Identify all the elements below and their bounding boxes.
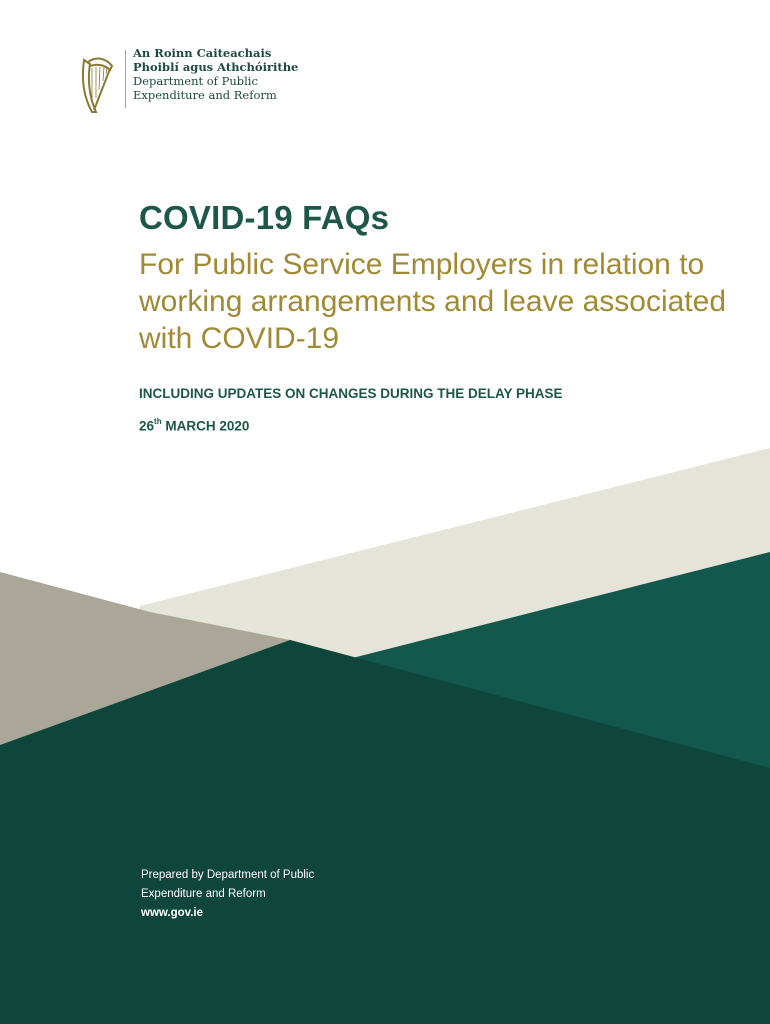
prepared-by-footer [141, 866, 314, 923]
department-name-english-line2: Expenditure and Reform [133, 88, 277, 102]
department-name [133, 46, 298, 102]
document-subtitle: For Public Service Employers in relation to working arrangements and leave associated with COVID-19 [139, 248, 727, 355]
logo-divider [125, 50, 126, 108]
footer-line-1: Prepared by Department of Public [141, 869, 315, 881]
department-name-irish-line1: An Roinn Caiteachais [133, 46, 272, 60]
harp-icon [78, 54, 116, 116]
footer-line-2: Expenditure and Reform [141, 888, 266, 900]
includes-updates-note: INCLUDING UPDATES ON CHANGES DURING THE DELAY PHASE [139, 386, 563, 401]
date-month-year: MARCH 2020 [161, 418, 250, 434]
document-title: COVID-19 FAQs [139, 199, 390, 236]
publication-date [139, 418, 249, 434]
department-name-irish-line2: Phoiblí agus Athchóirithe [133, 60, 299, 74]
website-link[interactable]: www.gov.ie [141, 907, 203, 919]
date-day: 26 [139, 418, 155, 434]
department-name-english-line1: Department of Public [133, 74, 258, 88]
date-ordinal-suffix: th [154, 417, 162, 426]
department-logo [78, 46, 298, 116]
